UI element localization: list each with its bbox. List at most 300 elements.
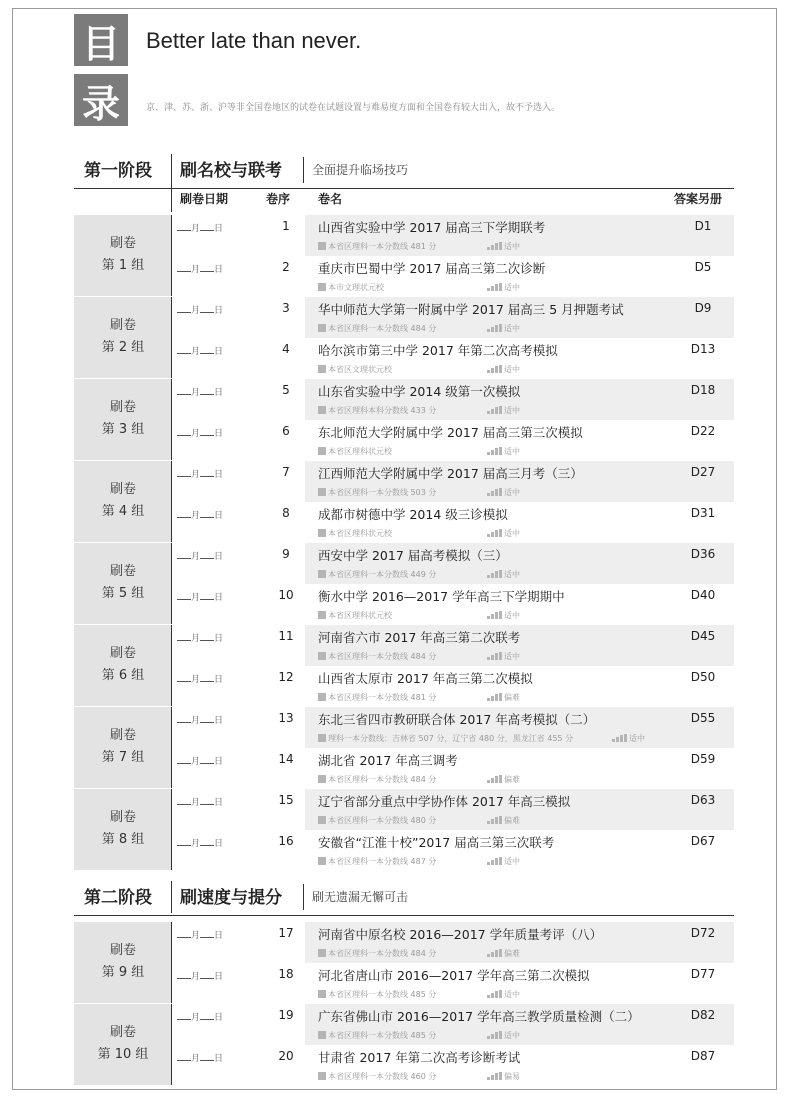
difficulty-text: 适中 <box>504 652 520 661</box>
score-text: 本省区理科本科分数线 433 分 <box>328 406 437 415</box>
month-label: 月 <box>191 347 201 357</box>
paper-title[interactable]: 江西师范大学附属中学 2017 届高三月考（三） <box>318 466 583 481</box>
group-label-line1: 刷卷 <box>109 236 136 251</box>
answer-page: D5 <box>694 260 712 274</box>
difficulty-text: 适中 <box>504 529 520 538</box>
date-blank[interactable] <box>177 969 223 982</box>
date-blank[interactable] <box>177 795 223 808</box>
stage-name: 刷名校与联考 <box>180 161 282 181</box>
month-label: 月 <box>191 429 201 439</box>
day-label: 日 <box>214 798 224 808</box>
day-blank[interactable] <box>200 517 214 518</box>
month-label: 月 <box>191 798 201 808</box>
month-blank[interactable] <box>177 640 191 641</box>
paper-title[interactable]: 辽宁省部分重点中学协作体 2017 年高三模拟 <box>318 794 571 809</box>
divider <box>171 379 172 460</box>
paper-seq: 13 <box>278 711 294 725</box>
paper-title[interactable]: 华中师范大学第一附属中学 2017 届高三 5 月押题考试 <box>318 302 624 317</box>
month-label: 月 <box>191 224 201 234</box>
day-blank[interactable] <box>200 845 214 846</box>
day-blank[interactable] <box>200 435 214 436</box>
divider <box>171 543 172 624</box>
paper-title[interactable]: 安徽省“江淮十校”2017 届高三第三次联考 <box>318 835 555 850</box>
month-blank[interactable] <box>177 599 191 600</box>
score-note <box>318 282 384 293</box>
group-label <box>74 233 172 277</box>
score-note <box>318 774 436 785</box>
group-label-line2: 第 4 组 <box>101 504 145 519</box>
group-label-line2: 第 5 组 <box>101 586 145 601</box>
difficulty-note <box>487 487 520 498</box>
paper-title[interactable]: 山西省太原市 2017 年高三第二次模拟 <box>318 671 533 686</box>
score-text: 本省区理科一本分数线 449 分 <box>328 570 437 579</box>
month-blank[interactable] <box>177 353 191 354</box>
school-icon <box>318 242 326 250</box>
difficulty-note <box>487 1030 520 1041</box>
answer-page: D45 <box>690 629 716 643</box>
paper-seq: 10 <box>278 588 294 602</box>
score-note <box>318 528 392 539</box>
answer-page: D40 <box>690 588 716 602</box>
school-icon <box>318 734 326 742</box>
day-label: 日 <box>214 1054 224 1064</box>
date-blank[interactable] <box>177 262 223 275</box>
month-blank[interactable] <box>177 763 191 764</box>
difficulty-icon <box>487 816 502 824</box>
month-blank[interactable] <box>177 394 191 395</box>
paper-title[interactable]: 广东省佛山市 2016—2017 学年高三教学质量检测（二） <box>318 1009 640 1024</box>
difficulty-note <box>487 446 520 457</box>
school-icon <box>318 488 326 496</box>
month-blank[interactable] <box>177 978 191 979</box>
group-label <box>74 940 172 984</box>
month-label: 月 <box>191 306 201 316</box>
group-label-line2: 第 8 组 <box>101 832 145 847</box>
difficulty-icon <box>487 611 502 619</box>
paper-title[interactable]: 山西省实验中学 2017 届高三下学期联考 <box>318 220 546 235</box>
day-label: 日 <box>214 593 224 603</box>
difficulty-note <box>487 569 520 580</box>
group-label-line2: 第 2 组 <box>101 340 145 355</box>
stage-name: 刷速度与提分 <box>180 888 282 908</box>
date-blank[interactable] <box>177 426 223 439</box>
day-blank[interactable] <box>200 353 214 354</box>
score-note <box>318 487 436 498</box>
answer-page: D59 <box>690 752 716 766</box>
day-label: 日 <box>214 931 224 941</box>
day-label: 日 <box>214 429 224 439</box>
stage-number: 第一阶段 <box>84 161 152 181</box>
school-icon <box>318 775 326 783</box>
difficulty-text: 适中 <box>504 857 520 866</box>
difficulty-text: 适中 <box>504 1031 520 1040</box>
answer-page: D36 <box>690 547 716 561</box>
month-blank[interactable] <box>177 312 191 313</box>
month-blank[interactable] <box>177 271 191 272</box>
difficulty-icon <box>487 775 502 783</box>
day-blank[interactable] <box>200 978 214 979</box>
paper-seq: 12 <box>278 670 294 684</box>
difficulty-note <box>612 733 645 744</box>
group-block <box>74 922 172 1003</box>
day-blank[interactable] <box>200 640 214 641</box>
day-blank[interactable] <box>200 681 214 682</box>
divider <box>171 625 172 706</box>
score-text: 本省区理科一本分数线 487 分 <box>328 857 437 866</box>
score-text: 本省区理科一本分数线 481 分 <box>328 693 437 702</box>
date-blank[interactable] <box>177 344 223 357</box>
paper-title[interactable]: 河北省唐山市 2016—2017 学年高三第二次模拟 <box>318 968 590 983</box>
day-blank[interactable] <box>200 230 214 231</box>
paper-seq: 18 <box>278 967 294 981</box>
date-blank[interactable] <box>177 713 223 726</box>
difficulty-note <box>487 856 520 867</box>
day-blank[interactable] <box>200 763 214 764</box>
divider <box>171 922 172 1003</box>
group-block <box>74 543 172 624</box>
difficulty-note <box>487 692 520 703</box>
date-blank[interactable] <box>177 590 223 603</box>
month-blank[interactable] <box>177 517 191 518</box>
month-blank[interactable] <box>177 681 191 682</box>
day-blank[interactable] <box>200 394 214 395</box>
col-header-seq: 卷序 <box>266 192 291 206</box>
difficulty-note <box>487 323 520 334</box>
difficulty-note <box>487 989 520 1000</box>
score-note <box>318 405 436 416</box>
group-block <box>74 215 172 296</box>
stage-number: 第二阶段 <box>84 888 152 908</box>
paper-title[interactable]: 西安中学 2017 届高考模拟（三） <box>318 548 508 563</box>
month-blank[interactable] <box>177 558 191 559</box>
group-block <box>74 789 172 870</box>
stage-header <box>74 152 734 189</box>
answer-page: D77 <box>690 967 716 981</box>
school-icon <box>318 693 326 701</box>
col-header-answer: 答案另册 <box>674 192 723 206</box>
divider <box>171 461 172 542</box>
month-blank[interactable] <box>177 435 191 436</box>
school-icon <box>318 990 326 998</box>
difficulty-note <box>487 528 520 539</box>
difficulty-text: 适中 <box>504 990 520 999</box>
divider <box>171 881 172 913</box>
group-block <box>74 297 172 378</box>
school-icon <box>318 447 326 455</box>
score-note <box>318 651 436 662</box>
score-text: 本市文理状元校 <box>328 283 384 292</box>
score-text: 理科一本分数线：吉林省 507 分，辽宁省 480 分，黑龙江省 455 分 <box>328 734 574 743</box>
group-label-line2: 第 7 组 <box>101 750 145 765</box>
score-text: 本省区文理状元校 <box>328 365 392 374</box>
difficulty-note <box>487 364 520 375</box>
difficulty-note <box>487 948 520 959</box>
month-label: 月 <box>191 757 201 767</box>
day-blank[interactable] <box>200 722 214 723</box>
school-icon <box>318 324 326 332</box>
month-label: 月 <box>191 675 201 685</box>
day-blank[interactable] <box>200 804 214 805</box>
month-blank[interactable] <box>177 476 191 477</box>
score-note <box>318 1071 436 1082</box>
paper-title[interactable]: 河南省中原名校 2016—2017 学年质量考评（八） <box>318 927 603 942</box>
stage-header <box>74 879 734 916</box>
divider <box>171 297 172 378</box>
divider <box>171 215 172 296</box>
group-label-line2: 第 6 组 <box>101 668 145 683</box>
paper-title[interactable]: 山东省实验中学 2014 级第一次模拟 <box>318 384 521 399</box>
month-label: 月 <box>191 634 201 644</box>
answer-page: D63 <box>690 793 716 807</box>
date-blank[interactable] <box>177 631 223 644</box>
score-note <box>318 610 392 621</box>
school-icon <box>318 406 326 414</box>
day-blank[interactable] <box>200 476 214 477</box>
score-note <box>318 989 436 1000</box>
score-note <box>318 815 436 826</box>
school-icon <box>318 365 326 373</box>
answer-page: D82 <box>690 1008 716 1022</box>
day-blank[interactable] <box>200 599 214 600</box>
score-note <box>318 241 436 252</box>
date-blank[interactable] <box>177 1051 223 1064</box>
group-block <box>74 707 172 788</box>
month-blank[interactable] <box>177 804 191 805</box>
divider <box>171 1004 172 1085</box>
school-icon <box>318 1031 326 1039</box>
day-label: 日 <box>214 675 224 685</box>
paper-seq: 1 <box>282 219 290 233</box>
day-label: 日 <box>214 839 224 849</box>
group-block <box>74 379 172 460</box>
day-label: 日 <box>214 388 224 398</box>
difficulty-note <box>487 241 520 252</box>
group-label <box>74 643 172 687</box>
difficulty-text: 适中 <box>629 734 645 743</box>
group-label-line1: 刷卷 <box>109 1025 136 1040</box>
paper-seq: 16 <box>278 834 294 848</box>
divider <box>303 884 304 910</box>
month-label: 月 <box>191 511 201 521</box>
month-label: 月 <box>191 470 201 480</box>
school-icon <box>318 857 326 865</box>
month-blank[interactable] <box>177 845 191 846</box>
answer-page: D72 <box>690 926 716 940</box>
difficulty-icon <box>487 652 502 660</box>
school-icon <box>318 1072 326 1080</box>
group-label-line1: 刷卷 <box>109 810 136 825</box>
answer-page: D18 <box>690 383 716 397</box>
divider <box>171 789 172 870</box>
group-label-line2: 第 9 组 <box>101 965 145 980</box>
difficulty-icon <box>487 570 502 578</box>
date-blank[interactable] <box>177 385 223 398</box>
day-blank[interactable] <box>200 1060 214 1061</box>
day-label: 日 <box>214 757 224 767</box>
score-text: 本省区理科状元校 <box>328 529 392 538</box>
motto: Better late than never. <box>146 28 362 53</box>
score-text: 本省区理科一本分数线 485 分 <box>328 990 437 999</box>
divider <box>171 707 172 788</box>
day-label: 日 <box>214 265 224 275</box>
paper-seq: 19 <box>278 1008 294 1022</box>
toc-char-box <box>74 74 128 126</box>
month-label: 月 <box>191 931 201 941</box>
month-label: 月 <box>191 388 201 398</box>
group-label-line1: 刷卷 <box>109 400 136 415</box>
difficulty-text: 适中 <box>504 365 520 374</box>
day-label: 日 <box>214 1013 224 1023</box>
paper-seq: 7 <box>282 465 290 479</box>
col-header-date: 刷卷日期 <box>180 192 229 206</box>
day-blank[interactable] <box>200 312 214 313</box>
answer-page: D1 <box>694 219 712 233</box>
month-blank[interactable] <box>177 230 191 231</box>
group-label-line1: 刷卷 <box>109 482 136 497</box>
day-label: 日 <box>214 224 224 234</box>
date-blank[interactable] <box>177 1010 223 1023</box>
paper-seq: 17 <box>278 926 294 940</box>
difficulty-note <box>487 1071 520 1082</box>
date-blank[interactable] <box>177 836 223 849</box>
paper-title[interactable]: 湖北省 2017 年高三调考 <box>318 753 458 768</box>
difficulty-note <box>487 651 520 662</box>
paper-title[interactable]: 河南省六市 2017 年高三第二次联考 <box>318 630 521 645</box>
difficulty-icon <box>612 734 627 742</box>
paper-title[interactable]: 重庆市巴蜀中学 2017 届高三第二次诊断 <box>318 261 546 276</box>
month-label: 月 <box>191 716 201 726</box>
difficulty-icon <box>487 406 502 414</box>
paper-seq: 6 <box>282 424 290 438</box>
difficulty-note <box>487 774 520 785</box>
difficulty-icon <box>487 283 502 291</box>
day-label: 日 <box>214 552 224 562</box>
paper-seq: 14 <box>278 752 294 766</box>
score-text: 本省区理科一本分数线 460 分 <box>328 1072 437 1081</box>
paper-seq: 9 <box>282 547 290 561</box>
difficulty-icon <box>487 529 502 537</box>
stage-subtitle: 全面提升临场技巧 <box>312 163 409 177</box>
month-label: 月 <box>191 593 201 603</box>
group-label <box>74 397 172 441</box>
group-label-line1: 刷卷 <box>109 318 136 333</box>
day-label: 日 <box>214 972 224 982</box>
group-block <box>74 461 172 542</box>
group-label-line2: 第 10 组 <box>97 1047 149 1062</box>
difficulty-text: 偏易 <box>504 1072 520 1081</box>
day-blank[interactable] <box>200 271 214 272</box>
difficulty-text: 适中 <box>504 406 520 415</box>
paper-title[interactable]: 哈尔滨市第三中学 2017 年第二次高考模拟 <box>318 343 558 358</box>
group-label-line1: 刷卷 <box>109 943 136 958</box>
school-icon <box>318 652 326 660</box>
month-blank[interactable] <box>177 1060 191 1061</box>
day-blank[interactable] <box>200 1019 214 1020</box>
difficulty-note <box>487 282 520 293</box>
paper-title[interactable]: 东北师范大学附属中学 2017 届高三第三次模拟 <box>318 425 583 440</box>
paper-title[interactable]: 甘肃省 2017 年第二次高考诊断考试 <box>318 1050 521 1065</box>
group-label-line2: 第 1 组 <box>101 258 145 273</box>
date-blank[interactable] <box>177 467 223 480</box>
difficulty-icon <box>487 1031 502 1039</box>
month-blank[interactable] <box>177 722 191 723</box>
paper-seq: 5 <box>282 383 290 397</box>
difficulty-icon <box>487 857 502 865</box>
answer-page: D31 <box>690 506 716 520</box>
difficulty-text: 适中 <box>504 447 520 456</box>
score-note <box>318 733 573 744</box>
difficulty-icon <box>487 693 502 701</box>
answer-page: D13 <box>690 342 716 356</box>
day-label: 日 <box>214 306 224 316</box>
difficulty-text: 偏难 <box>504 693 520 702</box>
score-text: 本省区理科一本分数线 484 分 <box>328 949 437 958</box>
paper-seq: 11 <box>278 629 294 643</box>
month-label: 月 <box>191 972 201 982</box>
date-blank[interactable] <box>177 303 223 316</box>
date-blank[interactable] <box>177 672 223 685</box>
day-label: 日 <box>214 634 224 644</box>
date-blank[interactable] <box>177 508 223 521</box>
paper-title[interactable]: 东北三省四市教研联合体 2017 年高考模拟（二） <box>318 712 596 727</box>
difficulty-text: 偏难 <box>504 775 520 784</box>
score-note <box>318 1030 436 1041</box>
score-note <box>318 364 392 375</box>
date-blank[interactable] <box>177 549 223 562</box>
score-note <box>318 856 436 867</box>
stage-subtitle: 刷无遗漏无懈可击 <box>312 890 409 904</box>
date-blank[interactable] <box>177 754 223 767</box>
school-icon <box>318 816 326 824</box>
answer-page: D27 <box>690 465 716 479</box>
day-blank[interactable] <box>200 558 214 559</box>
difficulty-note <box>487 610 520 621</box>
paper-seq: 8 <box>282 506 290 520</box>
difficulty-note <box>487 815 520 826</box>
divider <box>171 154 172 186</box>
day-label: 日 <box>214 470 224 480</box>
paper-title[interactable]: 成都市树德中学 2014 级三诊模拟 <box>318 507 508 522</box>
date-blank[interactable] <box>177 928 223 941</box>
day-blank[interactable] <box>200 937 214 938</box>
month-blank[interactable] <box>177 937 191 938</box>
toc-char-lu: 录 <box>81 81 120 126</box>
month-blank[interactable] <box>177 1019 191 1020</box>
score-text: 本省区理科一本分数线 503 分 <box>328 488 437 497</box>
difficulty-icon <box>487 447 502 455</box>
difficulty-icon <box>487 990 502 998</box>
group-label-line1: 刷卷 <box>109 646 136 661</box>
difficulty-text: 适中 <box>504 283 520 292</box>
group-label-line1: 刷卷 <box>109 564 136 579</box>
group-label <box>74 315 172 359</box>
score-note <box>318 323 436 334</box>
date-blank[interactable] <box>177 221 223 234</box>
score-text: 本省区理科一本分数线 484 分 <box>328 775 437 784</box>
score-note <box>318 692 436 703</box>
school-icon <box>318 949 326 957</box>
school-icon <box>318 611 326 619</box>
day-label: 日 <box>214 347 224 357</box>
day-label: 日 <box>214 511 224 521</box>
school-icon <box>318 529 326 537</box>
day-label: 日 <box>214 716 224 726</box>
difficulty-note <box>487 405 520 416</box>
paper-title[interactable]: 衡水中学 2016—2017 学年高三下学期期中 <box>318 589 565 604</box>
paper-seq: 3 <box>282 301 290 315</box>
difficulty-icon <box>487 949 502 957</box>
group-label-line2: 第 3 组 <box>101 422 145 437</box>
